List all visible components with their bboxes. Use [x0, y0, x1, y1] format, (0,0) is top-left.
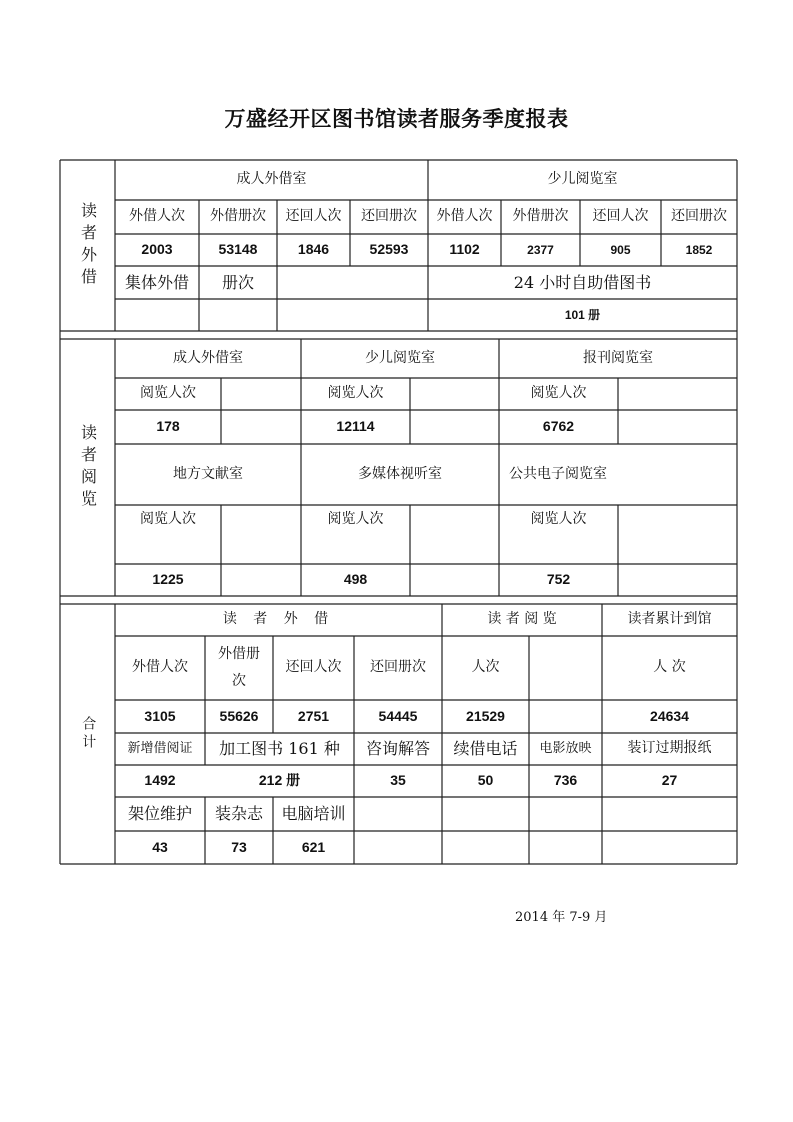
totals-reading-persons-header: 人次	[471, 659, 500, 676]
movie-label: 电影放映	[539, 740, 592, 756]
reading-adult-room-header: 成人外借室	[173, 349, 243, 366]
new-card-label: 新增借阅证	[127, 740, 193, 756]
self-service-value: 101 册	[564, 307, 601, 322]
lending-adult-return-volumes-value: 52593	[369, 241, 409, 258]
processed-books-value: 212 册	[258, 772, 301, 789]
group-lending-label: 集体外借	[124, 272, 189, 292]
lending-adult-return-volumes-header: 还回册次	[361, 208, 417, 225]
lending-child-room-header: 少儿阅览室	[547, 171, 618, 188]
lending-child-borrow-volumes-header: 外借册次	[512, 208, 569, 225]
reading-periodical-visits-header: 阅览人次	[530, 385, 587, 402]
reading-child-visits-value: 12114	[336, 418, 375, 435]
report-period: 2014 年 7-9 月	[515, 910, 608, 925]
lending-adult-room-header: 成人外借室	[236, 171, 307, 188]
totals-borrow-volumes-value: 55626	[219, 707, 259, 724]
lending-child-return-volumes-header: 还回册次	[671, 208, 727, 225]
renewal-phone-value: 50	[477, 772, 494, 789]
lending-adult-borrow-persons-value: 2003	[141, 241, 173, 258]
magazines-value: 73	[231, 838, 247, 855]
totals-return-persons-value: 2751	[297, 707, 330, 724]
totals-borrow-volumes-text: 外借册次	[218, 646, 260, 689]
lending-adult-return-persons-header: 还回人次	[285, 208, 342, 225]
consultation-label: 咨询解答	[365, 739, 430, 758]
processed-books-label: 加工图书 161 种	[219, 739, 340, 758]
reading-adult-visits-header: 阅览人次	[140, 385, 196, 402]
reading-side-label: 读者阅览	[78, 423, 98, 512]
totals-return-volumes-value: 54445	[378, 707, 418, 724]
lending-adult-borrow-volumes-value: 53148	[218, 241, 258, 258]
page-title: 万盛经开区图书馆读者服务季度报表	[224, 106, 569, 131]
reading-periodical-visits-value: 6762	[542, 418, 575, 435]
reading-multimedia-room-header: 多媒体视听室	[358, 465, 442, 482]
consultation-value: 35	[390, 772, 406, 789]
lending-child-return-persons-header: 还回人次	[592, 208, 649, 225]
totals-side-label: 合计	[80, 716, 97, 752]
totals-cumulative-persons-value: 24634	[650, 707, 689, 724]
shelf-value: 43	[152, 838, 168, 855]
totals-borrow-persons-value: 3105	[144, 707, 176, 724]
renewal-phone-label: 续借电话	[453, 739, 518, 758]
binding-value: 27	[661, 772, 678, 789]
totals-borrow-volumes-header	[205, 636, 273, 700]
totals-cumulative-persons-header: 人 次	[653, 659, 686, 676]
lending-side-label: 读者外借	[78, 201, 98, 290]
reading-local-docs-visits-header: 阅览人次	[140, 511, 196, 527]
reading-multimedia-visits-value: 498	[343, 571, 368, 588]
totals-return-persons-header: 还回人次	[285, 659, 342, 676]
totals-borrow-persons-header: 外借人次	[132, 659, 188, 676]
lending-adult-borrow-persons-header: 外借人次	[129, 208, 185, 225]
group-lending-volumes-label: 册次	[221, 272, 254, 292]
reading-local-docs-visits-value: 1225	[152, 571, 184, 588]
reading-child-room-header: 少儿阅览室	[365, 349, 435, 366]
totals-lending-header: 读 者 外 借	[222, 611, 335, 628]
reading-e-reading-visits-value: 752	[546, 571, 571, 588]
reading-child-visits-header: 阅览人次	[327, 385, 384, 402]
totals-return-volumes-header: 还回册次	[370, 659, 426, 676]
lending-child-return-volumes-value: 1852	[685, 242, 713, 257]
reading-adult-visits-value: 178	[156, 418, 180, 435]
lending-adult-return-persons-value: 1846	[297, 241, 330, 258]
lending-adult-borrow-volumes-header: 外借册次	[210, 208, 266, 225]
reading-local-docs-room-header: 地方文献室	[173, 465, 243, 482]
magazines-label: 装杂志	[214, 804, 263, 823]
reading-multimedia-visits-header: 阅览人次	[327, 511, 384, 527]
reading-e-reading-visits-header: 阅览人次	[530, 511, 587, 527]
new-card-value: 1492	[144, 772, 176, 789]
totals-cumulative-header: 读者累计到馆	[627, 611, 712, 628]
totals-reading-persons-value: 21529	[466, 707, 505, 724]
movie-value: 736	[553, 772, 578, 789]
self-service-label: 24 小时自助借图书	[513, 272, 652, 292]
lending-child-borrow-persons-header: 外借人次	[436, 208, 493, 225]
reading-periodical-room-header: 报刊阅览室	[583, 349, 653, 366]
lending-child-borrow-volumes-value: 2377	[527, 242, 554, 257]
lending-child-borrow-persons-value: 1102	[449, 241, 480, 258]
shelf-label: 架位维护	[127, 804, 192, 823]
binding-label: 装订过期报纸	[627, 740, 712, 757]
reading-e-reading-room-header: 公共电子阅览室	[509, 465, 607, 482]
computer-training-label: 电脑培训	[281, 804, 346, 823]
computer-training-value: 621	[301, 838, 326, 855]
lending-child-return-persons-value: 905	[610, 242, 631, 257]
totals-reading-header: 读 者 阅 览	[487, 611, 557, 628]
